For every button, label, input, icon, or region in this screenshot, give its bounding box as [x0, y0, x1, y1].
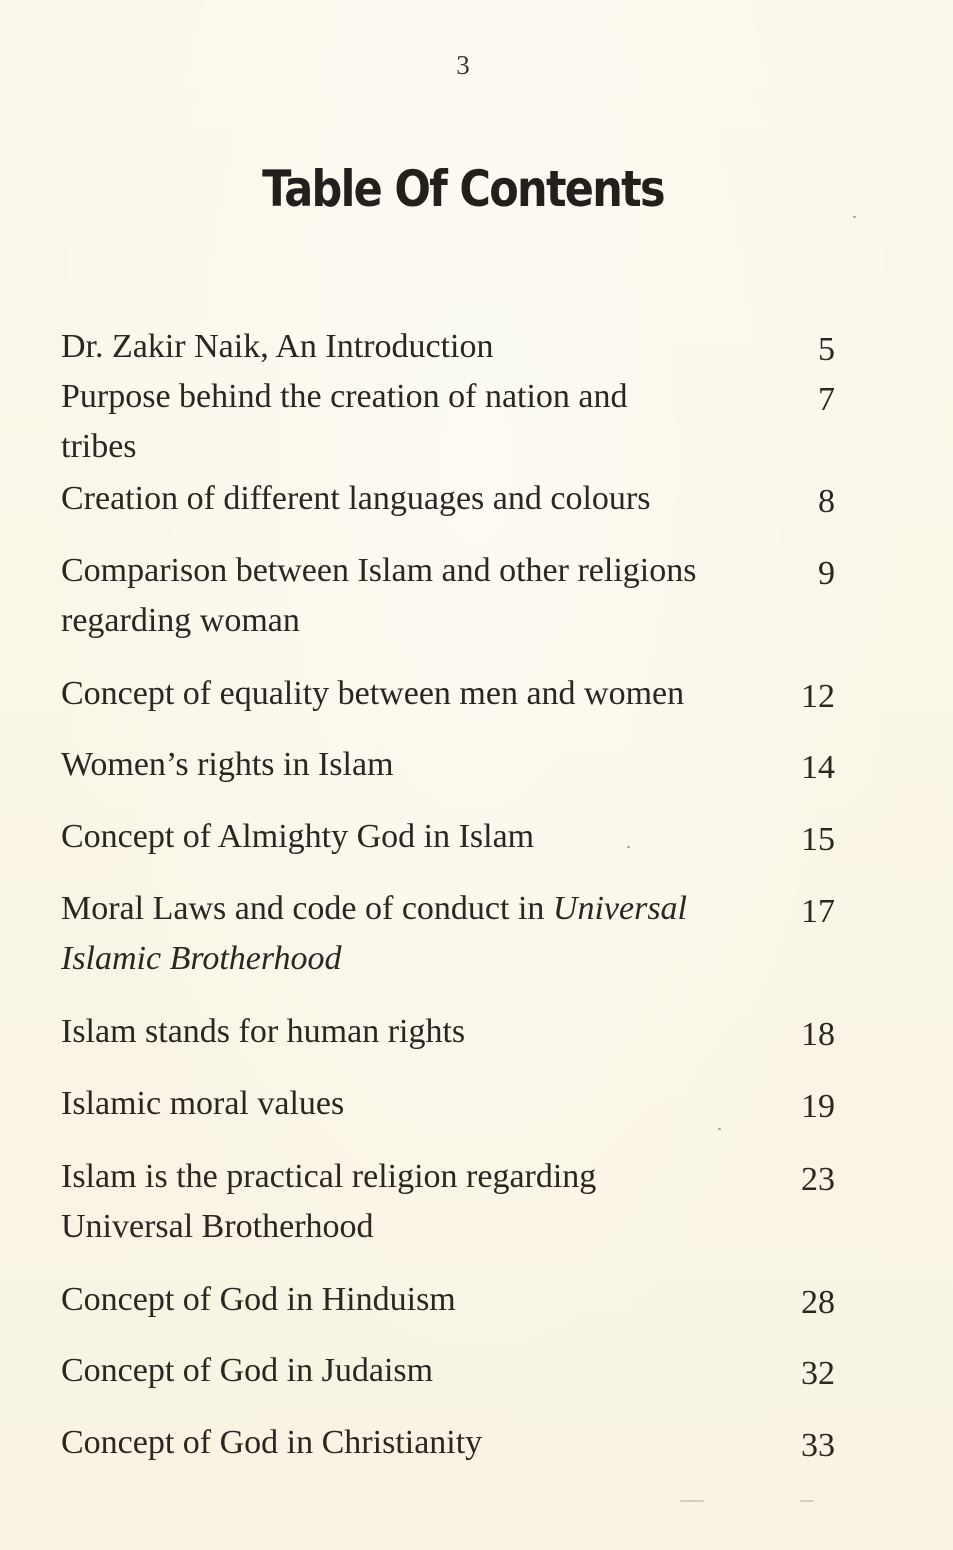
toc-entry-title: Concept of Almighty God in Islam [61, 818, 535, 855]
toc-entry-title: Concept of God in Christianity [61, 1424, 483, 1461]
page-title: Table Of Contents [262, 160, 664, 218]
toc-entry-title: Comparison between Islam and other religions regarding woman [61, 552, 697, 639]
paper-speck [627, 846, 630, 848]
toc-entry-title: Creation of different languages and colours [61, 480, 651, 517]
toc-entry-page: 17 [801, 893, 835, 930]
toc-entry-title: Islamic moral values [61, 1085, 345, 1122]
toc-entry-page: 14 [801, 749, 835, 786]
toc-entry-title: Concept of equality between men and women [61, 675, 685, 712]
toc-entry-title [61, 884, 751, 984]
paper-speck [680, 1500, 704, 1502]
toc-entry-page: 12 [801, 678, 835, 715]
toc-entry-page: 5 [818, 331, 835, 368]
paper-speck [718, 1128, 721, 1130]
toc-entry-page: 28 [801, 1284, 835, 1321]
page-number: 3 [456, 50, 470, 80]
toc-entry-page: 8 [818, 483, 835, 520]
toc-entry-page: 23 [801, 1161, 835, 1198]
paper-speck [853, 216, 856, 218]
toc-entry-page: 32 [801, 1355, 835, 1392]
toc-entry-title: Islam is the practical religion regarding Universal Brotherhood [61, 1158, 597, 1245]
toc-entry-page: 33 [801, 1427, 835, 1464]
toc-entry-title: Concept of God in Hinduism [61, 1281, 456, 1318]
toc-entry-title: Women’s rights in Islam [61, 746, 394, 783]
toc-entry-page: 18 [801, 1016, 835, 1053]
paper-speck [800, 1500, 814, 1502]
toc-entry-page: 15 [801, 821, 835, 858]
toc-entry-page: 19 [801, 1088, 835, 1125]
toc-entry-title-prefix: Moral Laws and code of conduct in [61, 890, 545, 927]
toc-entry-title: Purpose behind the creation of nation and tribes [61, 378, 628, 465]
toc-entry-title: Islam stands for human rights [61, 1013, 466, 1050]
toc-entry-title-italic: Universal Islamic Brotherhood [61, 890, 687, 977]
toc-entry-page: 9 [818, 555, 835, 592]
toc-entry-title: Dr. Zakir Naik, An Introduction [61, 328, 494, 365]
toc-entry-page: 7 [818, 381, 835, 418]
toc-entry-title: Concept of God in Judaism [61, 1352, 434, 1389]
